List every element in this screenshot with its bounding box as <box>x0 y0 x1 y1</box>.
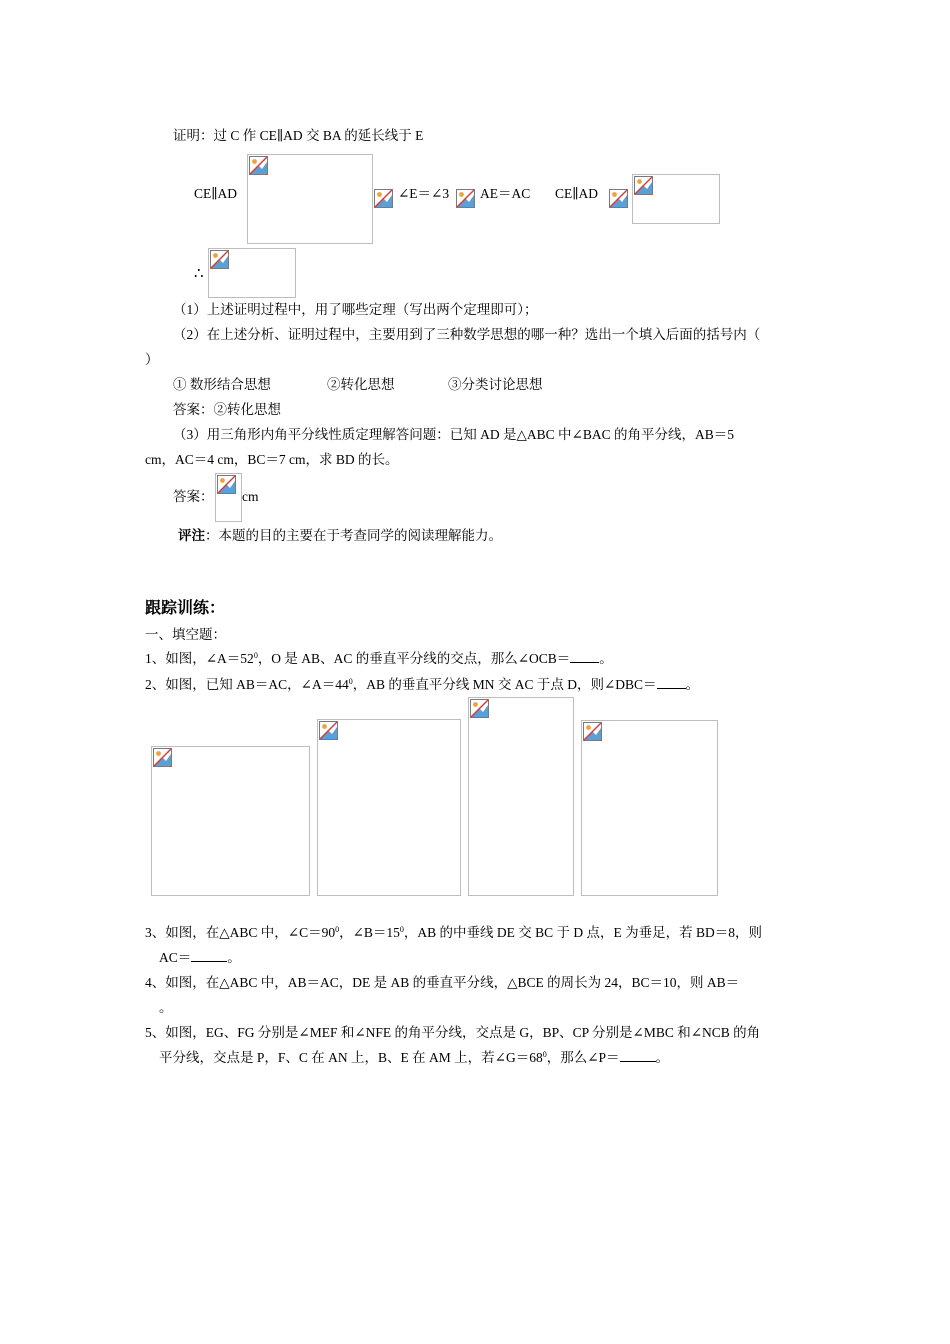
answer-3-label: 答案： <box>173 489 214 504</box>
degree-mark: 0 <box>542 1050 547 1059</box>
broken-image-icon <box>634 176 653 195</box>
answer-blank <box>657 676 686 689</box>
comment <box>178 527 502 545</box>
broken-image-icon <box>319 721 338 740</box>
broken-image-icon <box>470 699 489 718</box>
comment-label: 评注 <box>178 528 205 543</box>
answer-blank <box>620 1049 656 1062</box>
proof-intro: 证明：过 C 作 CE∥AD 交 BA 的延长线于 E <box>173 128 424 143</box>
broken-image-icon <box>583 722 602 741</box>
formula-image <box>455 188 477 210</box>
proof-ce-ad-1: CE∥AD <box>194 186 237 201</box>
degree-mark: 0 <box>399 925 404 934</box>
degree-mark: 0 <box>253 651 258 660</box>
exercise-5-line1: 5、如图，EG、FG 分别是∠MEF 和∠NFE 的角平分线，交点是 G，BP、CP 分别是∠MBC 和∠NCB 的角 <box>145 1025 761 1040</box>
proof-ce-ad-2: CE∥AD <box>555 186 598 201</box>
degree-mark: 0 <box>348 677 353 686</box>
broken-image-icon <box>217 475 236 494</box>
exercise-5-line2: 平分线，交点是 P，F、C 在 AN 上，B、E 在 AM 上，若$\angle G=68^0$，那么∠P＝ 。 <box>159 1050 670 1065</box>
broken-image-icon <box>374 189 393 208</box>
figure-4-image <box>581 720 718 896</box>
question-1: （1）上述证明过程中，用了哪些定理（写出两个定理即可）； <box>173 302 538 317</box>
answer-3-unit: cm <box>242 489 259 504</box>
broken-image-icon <box>153 748 172 767</box>
option-1: ① 数形结合思想 <box>173 377 271 392</box>
figure-1-image <box>151 746 310 896</box>
exercise-2: 2、如图，已知 AB＝AC，$\angle A=44^0$，AB 的垂直平分线 MN 交 AC 于点 D，则∠DBC＝ 。 <box>145 677 700 692</box>
option-2: ②转化思想 <box>327 377 395 392</box>
question-2-line2: ） <box>145 352 159 367</box>
question-3-line1: （3）用三角形内角平分线性质定理解答问题：已知 AD 是△ABC 中∠BAC 的角平分线，AB＝5 <box>173 427 734 442</box>
exercise-4-line2: 。 <box>159 1000 173 1015</box>
broken-image-icon <box>609 189 628 208</box>
formula-image <box>215 473 242 522</box>
figure-2-image <box>317 719 461 896</box>
figure-3-image <box>468 697 574 896</box>
formula-image <box>608 188 630 210</box>
formula-image <box>247 154 373 244</box>
broken-image-icon <box>249 156 268 175</box>
proof-angle-e: ∠E＝∠3 <box>398 186 450 201</box>
exercise-3-line1: 3、如图，在△ABC 中，$\angle C=90^0$，$\angle B=15^0$，AB 的中垂线 DE 交 BC 于 D 点，E 为垂足，若 BD＝8，则 <box>145 925 763 940</box>
formula-image <box>632 174 720 224</box>
answer-blank <box>570 650 599 663</box>
exercise-4-line1: 4、如图，在△ABC 中，AB＝AC，DE 是 AB 的垂直平分线，△BCE 的周长为 24，BC＝10，则 AB＝ <box>145 975 740 990</box>
question-2-line1: （2）在上述分析、证明过程中，主要用到了三种数学思想的哪一种？选出一个填入后面的括号内（ <box>173 327 761 342</box>
formula-image <box>208 248 296 298</box>
answer-blank <box>191 949 227 962</box>
comment-text: ：本题的目的主要在于考查同学的阅读理解能力。 <box>205 528 502 543</box>
section-title: 一、填空题： <box>145 627 226 642</box>
training-heading: 跟踪训练： <box>145 600 226 617</box>
therefore-sign: ∴ <box>194 266 204 282</box>
proof-ae-ac: AE＝AC <box>480 186 531 201</box>
broken-image-icon <box>456 189 475 208</box>
formula-image <box>373 188 395 210</box>
degree-mark: 0 <box>335 925 340 934</box>
exercise-1: 1、如图，$\angle A=52^0$，O 是 AB、AC 的垂直平分线的交点，那么∠OCB＝ 。 <box>145 651 613 666</box>
option-3: ③分类讨论思想 <box>448 377 543 392</box>
answer-2: 答案：②转化思想 <box>173 402 281 417</box>
broken-image-icon <box>210 250 229 269</box>
exercise-3-line2: AC＝ 。 <box>159 950 241 965</box>
question-3-line2: cm，AC＝4 cm，BC＝7 cm，求 BD 的长。 <box>145 452 399 467</box>
